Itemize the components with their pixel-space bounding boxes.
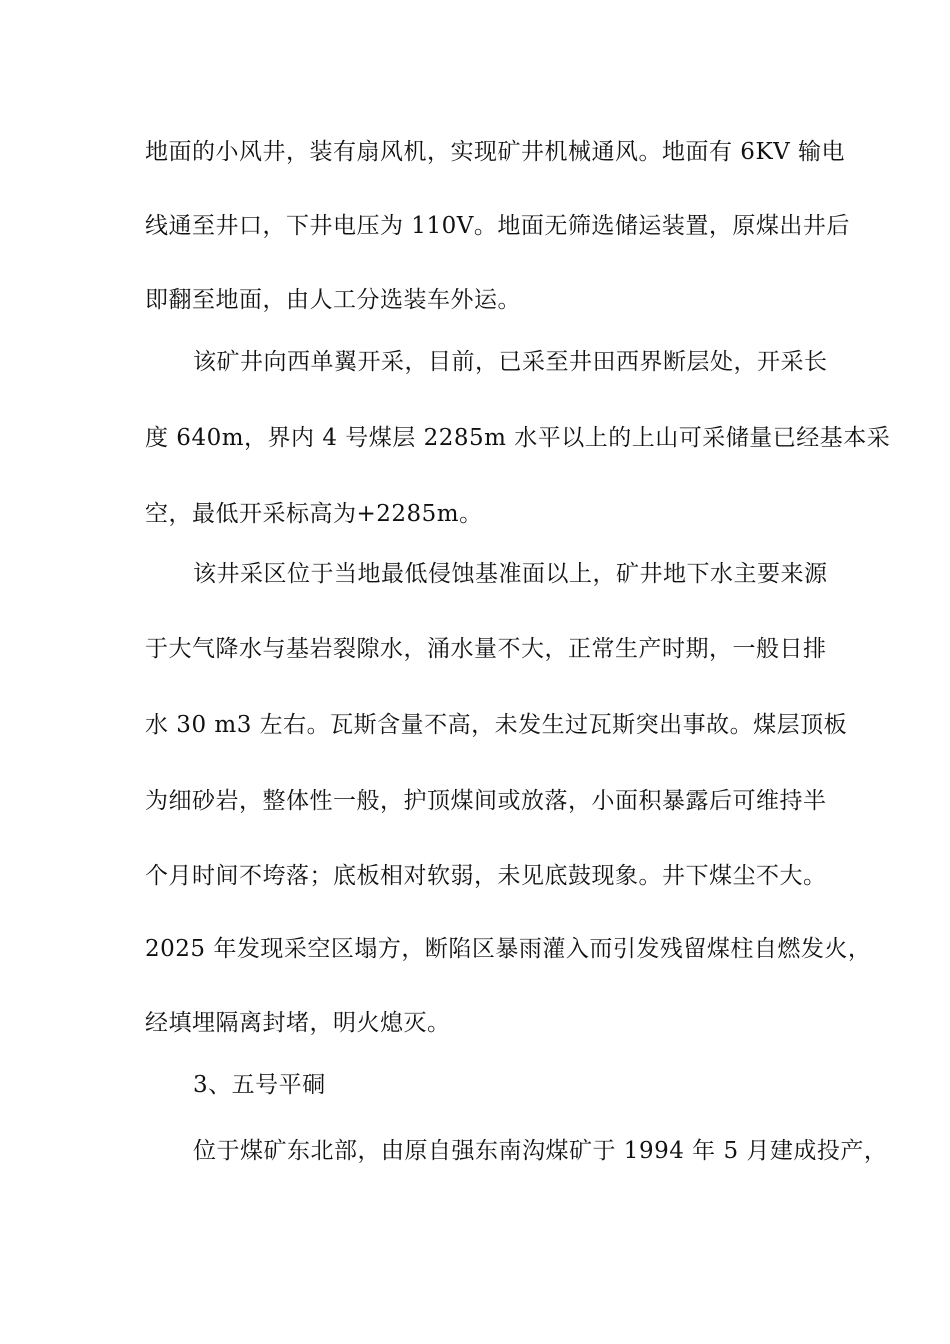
section-heading: 3、五号平硐	[193, 1072, 326, 1098]
paragraph-line: 该矿井向西单翼开采，目前，已采至井田西界断层处，开采长	[193, 349, 828, 375]
paragraph-line: 为细砂岩，整体性一般，护顶煤间或放落，小面积暴露后可维持半	[145, 788, 827, 814]
paragraph-line: 地面的小风井，装有扇风机，实现矿井机械通风。地面有 6KV 输电	[145, 139, 846, 165]
paragraph-line: 个月时间不垮落；底板相对软弱，未见底鼓现象。井下煤尘不大。	[145, 863, 827, 889]
paragraph-line: 水 30 m3 左右。瓦斯含量不高，未发生过瓦斯突出事故。煤层顶板	[145, 712, 848, 738]
paragraph-line: 空，最低开采标高为+2285m。	[145, 501, 483, 527]
paragraph-line: 该井采区位于当地最低侵蚀基准面以上，矿井地下水主要来源	[193, 561, 828, 587]
paragraph-line: 位于煤矿东北部，由原自强东南沟煤矿于 1994 年 5 月建成投产，	[193, 1138, 888, 1164]
paragraph-line: 经填埋隔离封堵，明火熄灭。	[145, 1010, 451, 1036]
paragraph-line: 于大气降水与基岩裂隙水，涌水量不大，正常生产时期，一般日排	[145, 636, 827, 662]
paragraph-line: 即翻至地面，由人工分选装车外运。	[145, 287, 521, 313]
paragraph-line: 线通至井口，下井电压为 110V。地面无筛选储运装置，原煤出井后	[145, 213, 850, 239]
paragraph-line: 2025 年发现采空区塌方，断陷区暴雨灌入而引发残留煤柱自燃发火，	[145, 936, 872, 962]
paragraph-line: 度 640m，界内 4 号煤层 2285m 水平以上的上山可采储量已经基本采	[145, 425, 891, 451]
